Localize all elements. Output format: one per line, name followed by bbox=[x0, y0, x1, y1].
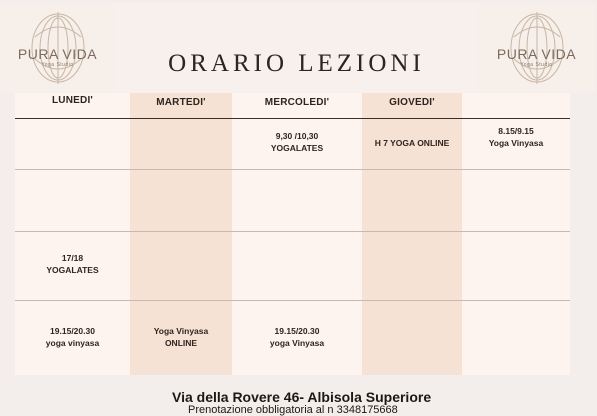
footer-booking-note: Prenotazione obbligatoria al n 3348175668 bbox=[188, 404, 398, 416]
table-cell bbox=[232, 325, 362, 349]
cell-text-line: 8.15/9.15 bbox=[498, 126, 534, 136]
cell-line bbox=[232, 130, 362, 154]
cell-line bbox=[232, 325, 362, 349]
day-header-thursday: GIOVEDI' bbox=[389, 97, 435, 108]
cell-text-line: ONLINE bbox=[164, 338, 198, 348]
logo-subtitle: Yoga Studio bbox=[41, 62, 74, 68]
cell-text-line: 19.15/20.30 bbox=[50, 326, 95, 336]
table-cell bbox=[15, 252, 130, 276]
cell-text-line: YOGALATES bbox=[46, 265, 99, 275]
day-header-monday: LUNEDI' bbox=[52, 95, 93, 106]
cell-text-line: 9,30 /10,30 bbox=[275, 131, 319, 141]
cell-text-line: Yoga Vinyasa bbox=[153, 326, 209, 336]
page-title: ORARIO LEZIONI bbox=[168, 50, 425, 77]
logo-brand: PURA VIDA bbox=[496, 46, 577, 62]
table-cell bbox=[232, 130, 362, 154]
cell-line bbox=[15, 252, 130, 276]
row-divider bbox=[15, 231, 570, 232]
logo-brand: PURA VIDA bbox=[17, 46, 98, 62]
cell-text-line: yoga vinyasa bbox=[45, 338, 100, 348]
row-divider bbox=[15, 169, 570, 170]
cell-line bbox=[362, 137, 462, 149]
cell-text-line: 19.15/20.30 bbox=[274, 326, 320, 336]
cell-text-line: Yoga Vinyasa bbox=[488, 138, 544, 148]
logo-left bbox=[0, 3, 115, 93]
cell-text-line: H 7 YOGA ONLINE bbox=[374, 138, 450, 148]
header-panel bbox=[115, 3, 478, 93]
table-cell bbox=[15, 325, 130, 349]
cell-line bbox=[15, 325, 130, 349]
schedule-table bbox=[15, 93, 570, 375]
table-cell bbox=[462, 125, 570, 149]
cell-text-line: 17/18 bbox=[61, 253, 84, 263]
footer-address: Via della Rovere 46- Albisola Superiore bbox=[172, 389, 432, 405]
table-cell bbox=[362, 137, 462, 149]
cell-text-line: yoga Vinyasa bbox=[269, 338, 325, 348]
day-header-wednesday: MERCOLEDI' bbox=[264, 97, 330, 108]
cell-text-line: YOGALATES bbox=[270, 143, 324, 153]
row-divider bbox=[15, 300, 570, 301]
cell-line bbox=[130, 325, 232, 349]
cell-line bbox=[462, 125, 570, 149]
day-header-tuesday: MARTEDI' bbox=[156, 97, 206, 108]
logo-right bbox=[478, 3, 595, 93]
table-cell bbox=[130, 325, 232, 349]
shaded-column-thursday bbox=[362, 93, 462, 375]
row-divider bbox=[15, 118, 570, 119]
logo-subtitle: Yoga Studio bbox=[520, 62, 553, 68]
